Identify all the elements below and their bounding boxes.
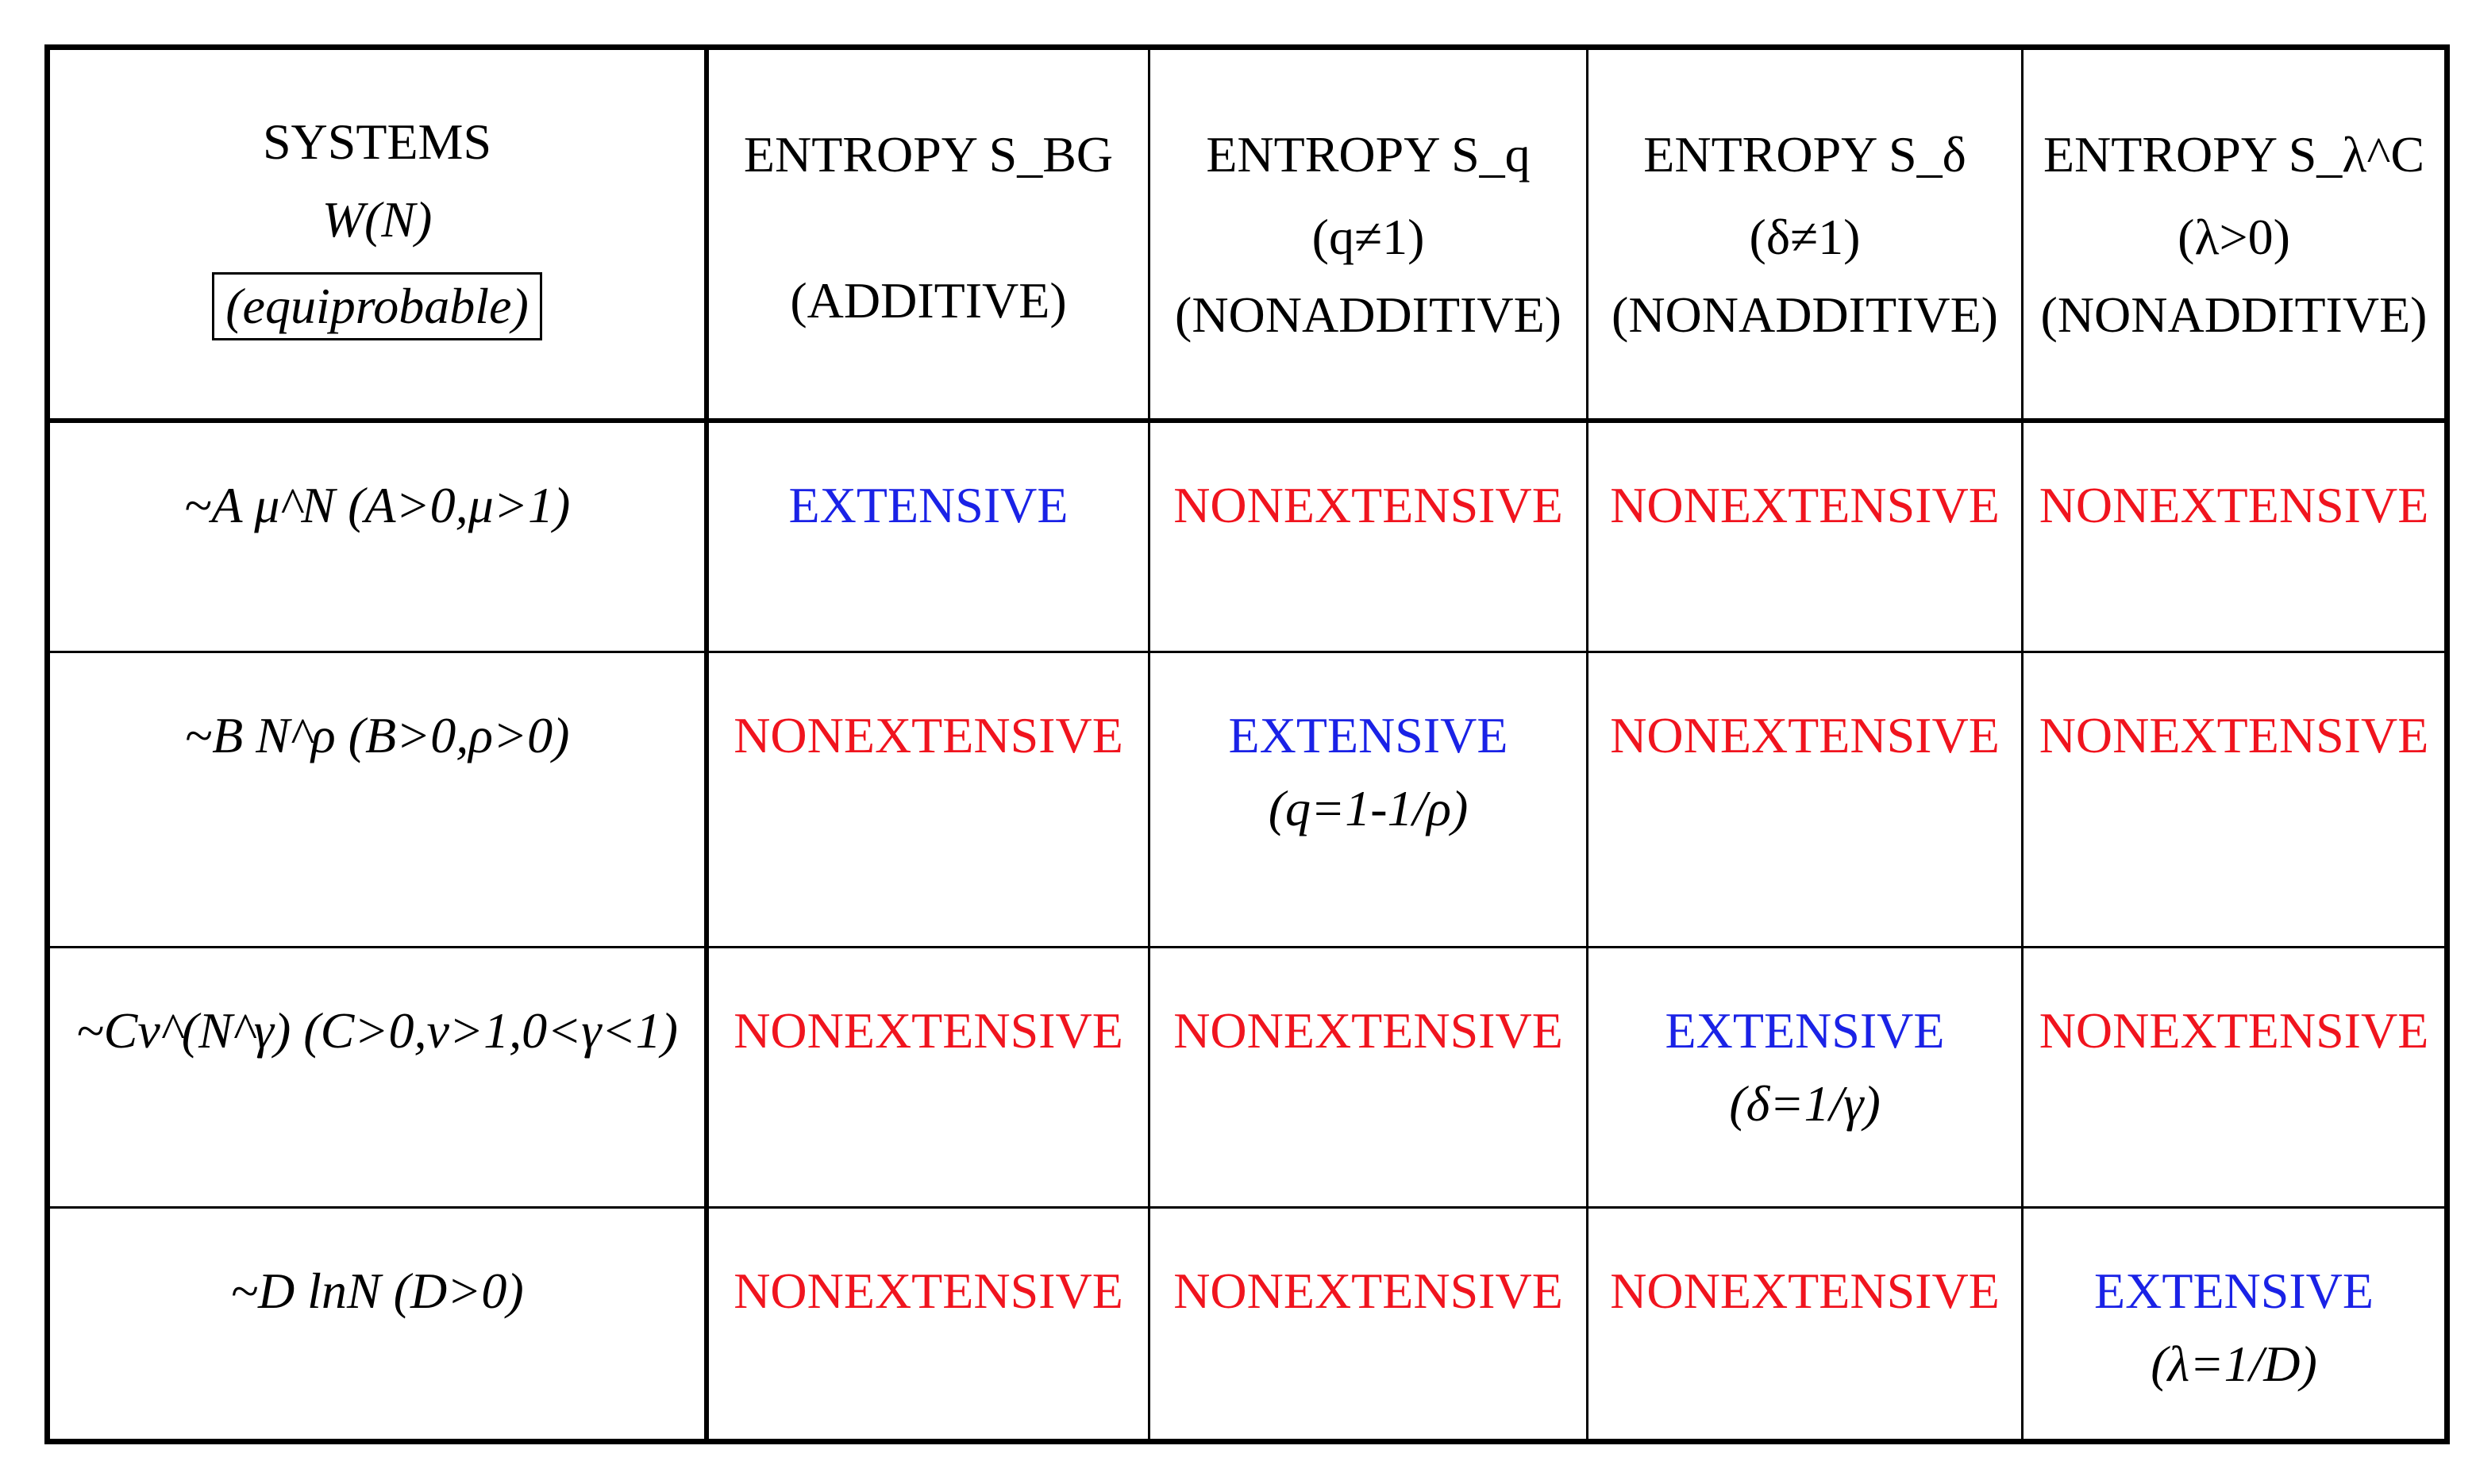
system-row-4 [50, 1209, 709, 1439]
system-formula-1: ~A μ^N (A>0,μ>1) [183, 477, 571, 533]
status-note: (δ=1/γ) [1729, 1075, 1881, 1132]
system-row-2 [50, 653, 709, 948]
row-1-cell-q [1150, 423, 1588, 653]
row-1-cell-bg [709, 423, 1150, 653]
entropy-q-header-cell [1150, 50, 1588, 423]
entropy-delta-header-cell [1588, 50, 2024, 423]
entropy-delta-type: (NONADDITIVE) [1612, 286, 1998, 343]
status-label: NONEXTENSIVE [2039, 477, 2429, 533]
status-label: EXTENSIVE [788, 477, 1069, 533]
status-label: NONEXTENSIVE [1173, 1263, 1563, 1319]
entropy-extensivity-table [44, 44, 2450, 1444]
status-label: NONEXTENSIVE [734, 1263, 1123, 1319]
system-formula-2: ~B N^ρ (B>0,ρ>0) [184, 707, 570, 763]
systems-header-cell [50, 50, 709, 423]
status-note: (q=1-1/ρ) [1268, 780, 1469, 836]
row-3-cell-lambda [2024, 948, 2444, 1209]
row-3-cell-delta [1588, 948, 2024, 1209]
entropy-lambda-title: ENTROPY S_λ^C [2043, 126, 2425, 183]
row-2-cell-q [1150, 653, 1588, 948]
status-label: EXTENSIVE [1228, 707, 1508, 763]
entropy-q-condition: (q≠1) [1311, 209, 1425, 265]
entropy-lambda-header-cell [2024, 50, 2444, 423]
status-label: NONEXTENSIVE [734, 707, 1123, 763]
systems-header-note: (equiprobable) [212, 272, 542, 340]
status-label: NONEXTENSIVE [1173, 1002, 1563, 1059]
entropy-lambda-condition: (λ>0) [2178, 209, 2290, 265]
row-2-cell-lambda [2024, 653, 2444, 948]
status-label: EXTENSIVE [1665, 1002, 1945, 1059]
system-formula-4: ~D lnN (D>0) [230, 1263, 524, 1319]
status-note: (λ=1/D) [2151, 1336, 2317, 1392]
entropy-bg-header-cell [709, 50, 1150, 423]
entropy-delta-condition: (δ≠1) [1749, 209, 1861, 265]
system-row-1 [50, 423, 709, 653]
entropy-delta-title: ENTROPY S_δ [1643, 126, 1966, 183]
row-4-cell-q [1150, 1209, 1588, 1439]
entropy-q-type: (NONADDITIVE) [1175, 286, 1561, 343]
row-3-cell-q [1150, 948, 1588, 1209]
row-1-cell-delta [1588, 423, 2024, 653]
status-label: EXTENSIVE [2094, 1263, 2374, 1319]
status-label: NONEXTENSIVE [734, 1002, 1123, 1059]
system-formula-3: ~Cν^(N^γ) (C>0,ν>1,0<γ<1) [76, 1002, 678, 1059]
row-1-cell-lambda [2024, 423, 2444, 653]
systems-header-formula: W(N) [322, 191, 433, 248]
status-label: NONEXTENSIVE [1173, 477, 1563, 533]
status-label: NONEXTENSIVE [1610, 477, 2000, 533]
status-label: NONEXTENSIVE [1610, 707, 2000, 763]
status-label: NONEXTENSIVE [1610, 1263, 2000, 1319]
entropy-lambda-type: (NONADDITIVE) [2040, 286, 2428, 343]
row-3-cell-bg [709, 948, 1150, 1209]
entropy-q-title: ENTROPY S_q [1206, 126, 1531, 183]
entropy-bg-title: ENTROPY S_BG [743, 126, 1114, 183]
row-4-cell-delta [1588, 1209, 2024, 1439]
status-label: NONEXTENSIVE [2039, 1002, 2429, 1059]
status-label: NONEXTENSIVE [2039, 707, 2429, 763]
row-2-cell-delta [1588, 653, 2024, 948]
entropy-bg-type: (ADDITIVE) [790, 272, 1067, 329]
row-4-cell-bg [709, 1209, 1150, 1439]
system-row-3 [50, 948, 709, 1209]
row-4-cell-lambda [2024, 1209, 2444, 1439]
row-2-cell-bg [709, 653, 1150, 948]
systems-header-title: SYSTEMS [262, 113, 492, 170]
